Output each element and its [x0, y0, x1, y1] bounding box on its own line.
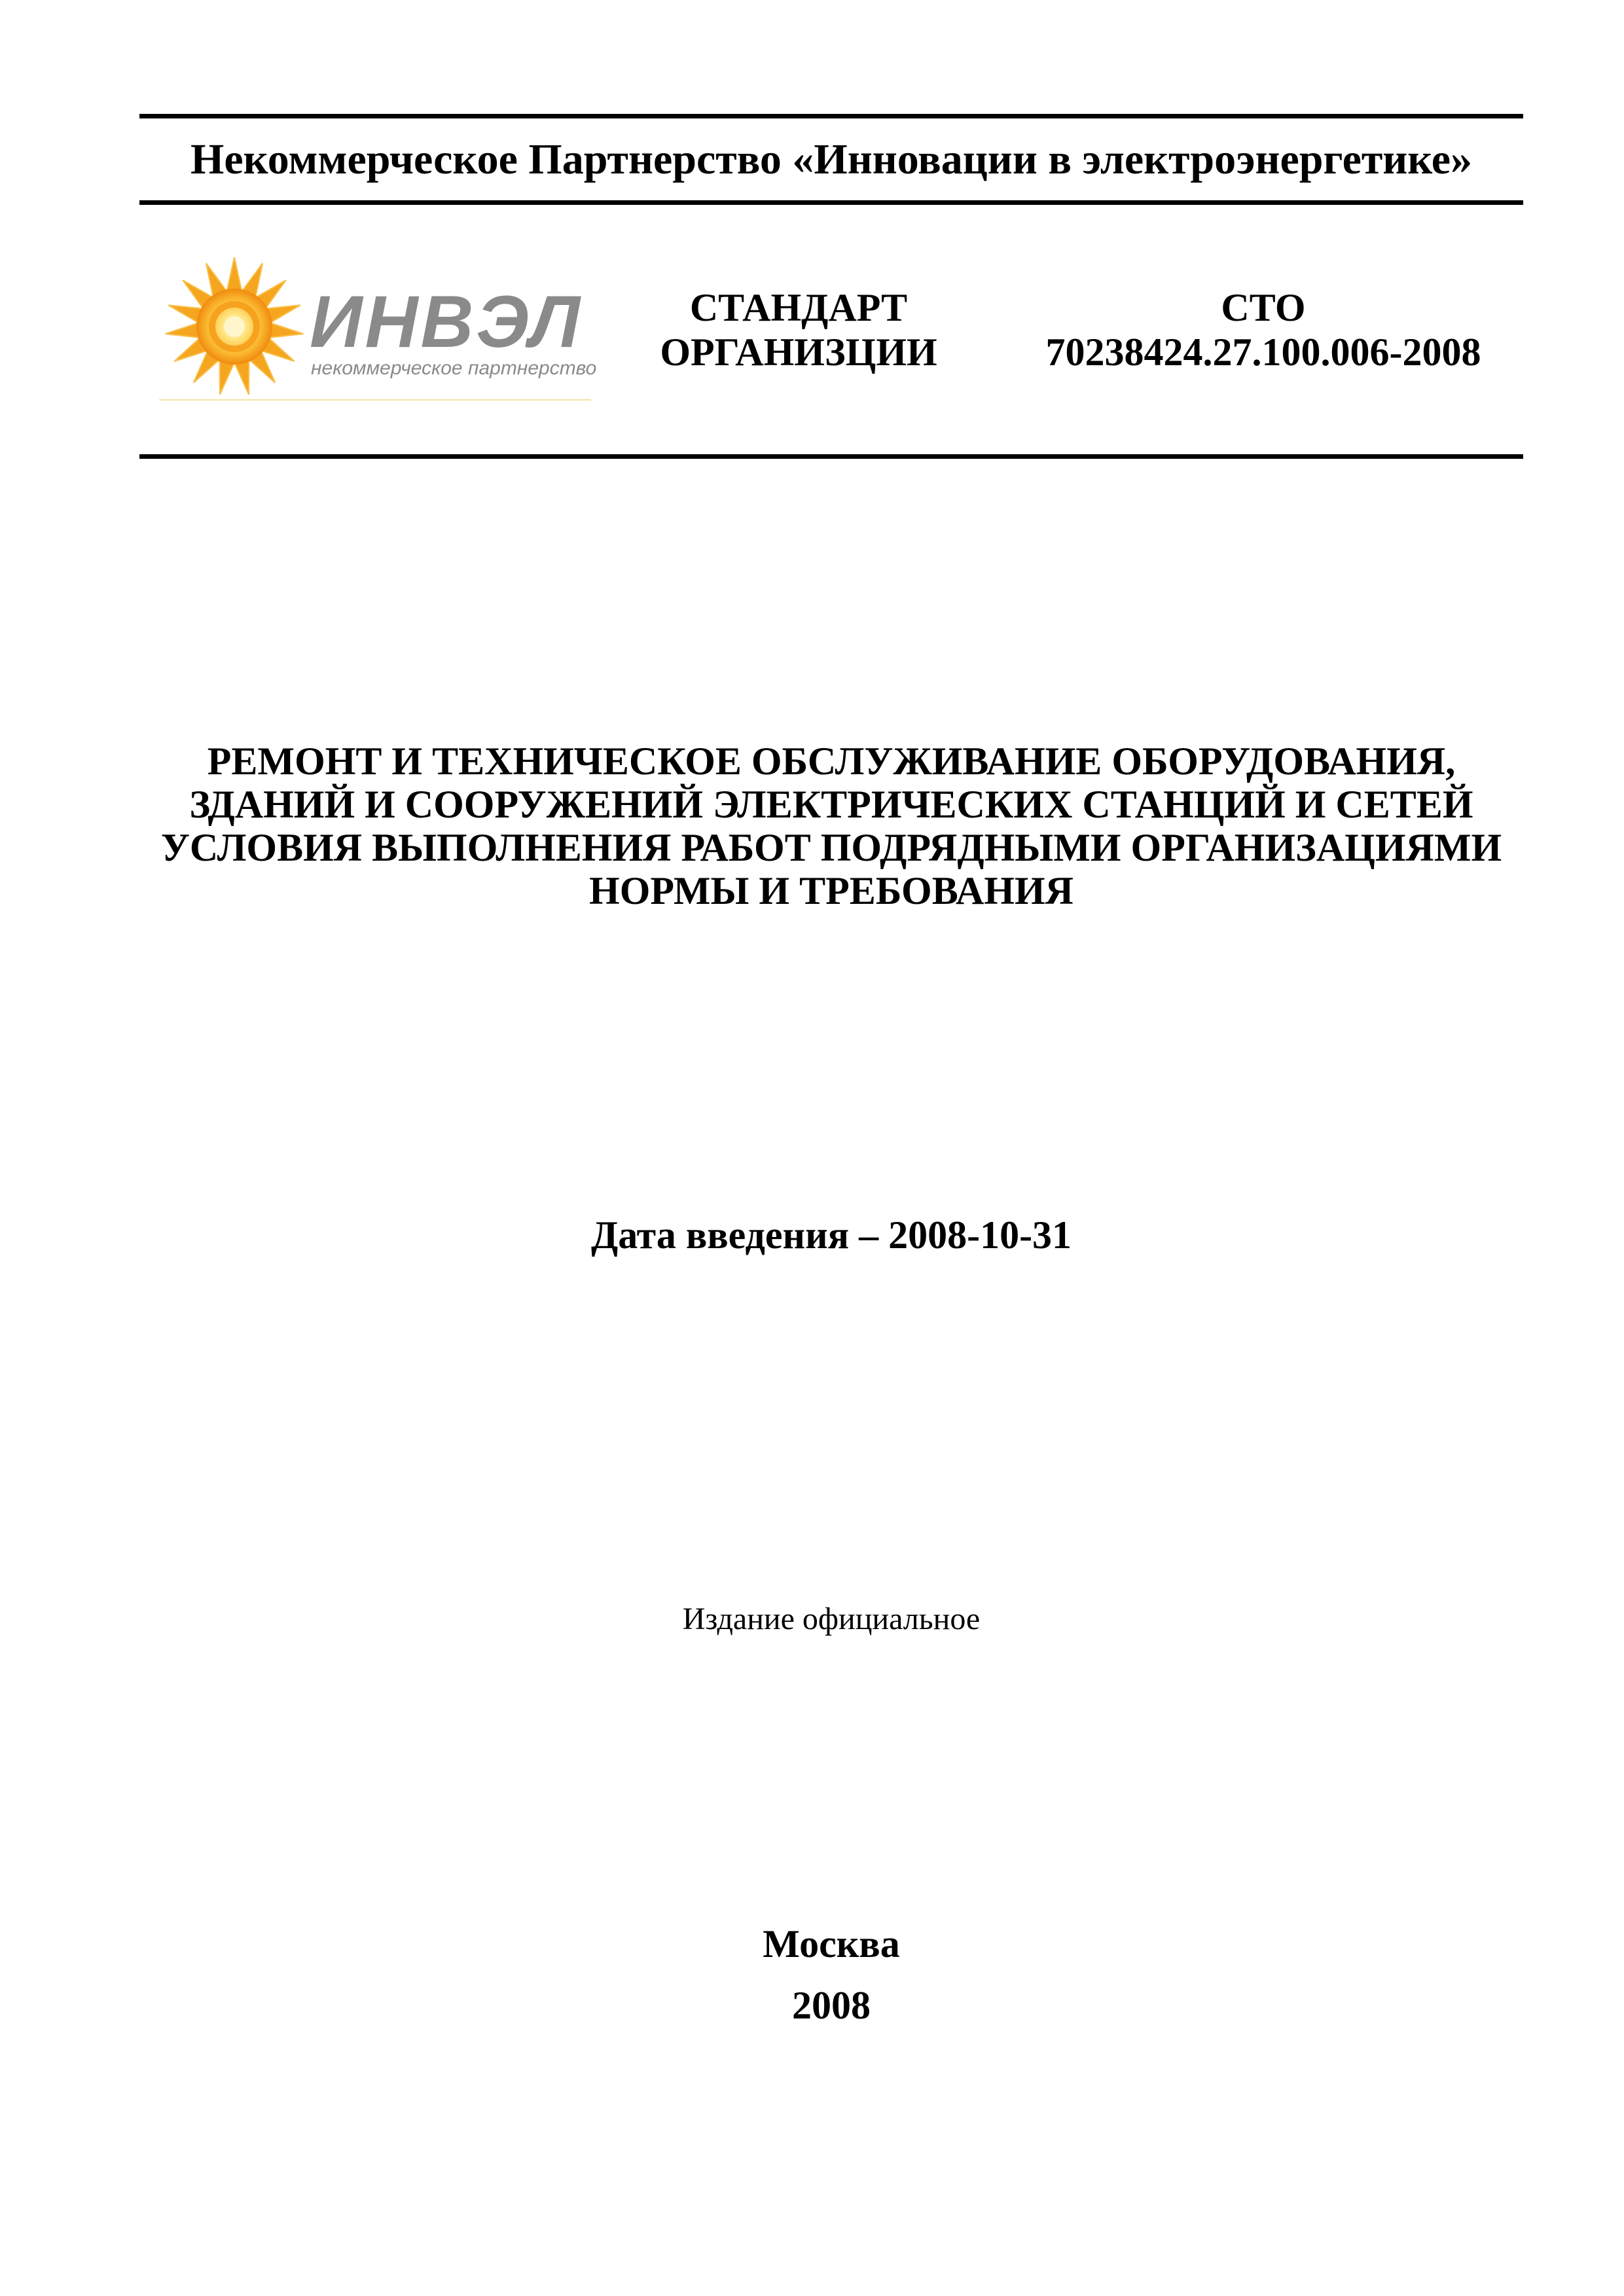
- top-rule: [139, 114, 1523, 118]
- header-rule: [139, 200, 1523, 205]
- logo-subtitle: некоммерческое партнерство: [311, 357, 597, 379]
- organization-title: Некоммерческое Партнерство «Инновации в электроэнергетике»: [190, 135, 1472, 183]
- logo-underline: [159, 399, 591, 401]
- standard-label: [628, 285, 969, 374]
- introduction-date: Дата введения – 2008-10-31: [590, 1213, 1072, 1257]
- logo-wordmark: ИНВЭЛ: [310, 281, 583, 363]
- standard-number: [1021, 285, 1506, 374]
- title-line-2: ЗДАНИЙ И СООРУЖЕНИЙ ЭЛЕКТРИЧЕСКИХ СТАНЦИЙ И СЕТЕЙ: [189, 783, 1473, 826]
- standard-label-line2: ОРГАНИЗЦИИ: [660, 331, 937, 374]
- standard-number-code: 70238424.27.100.006-2008: [1045, 331, 1481, 374]
- standard-label-line1: СТАНДАРТ: [689, 286, 908, 329]
- standard-number-prefix: СТО: [1221, 286, 1306, 329]
- title-line-1: РЕМОНТ И ТЕХНИЧЕСКОЕ ОБСЛУЖИВАНИЕ ОБОРУДОВАНИЯ,: [207, 740, 1456, 783]
- invel-logo: [159, 254, 597, 407]
- section-rule: [139, 454, 1523, 459]
- edition-note: Издание официальное: [682, 1602, 981, 1636]
- publication-year: 2008: [792, 1984, 871, 2027]
- title-line-3: УСЛОВИЯ ВЫПОЛНЕНИЯ РАБОТ ПОДРЯДНЫМИ ОРГАНИЗАЦИЯМИ: [160, 826, 1502, 869]
- sun-icon: [159, 254, 310, 399]
- title-line-4: НОРМЫ И ТРЕБОВАНИЯ: [589, 869, 1074, 912]
- publication-city: Москва: [763, 1922, 900, 1965]
- document-title: [139, 740, 1523, 912]
